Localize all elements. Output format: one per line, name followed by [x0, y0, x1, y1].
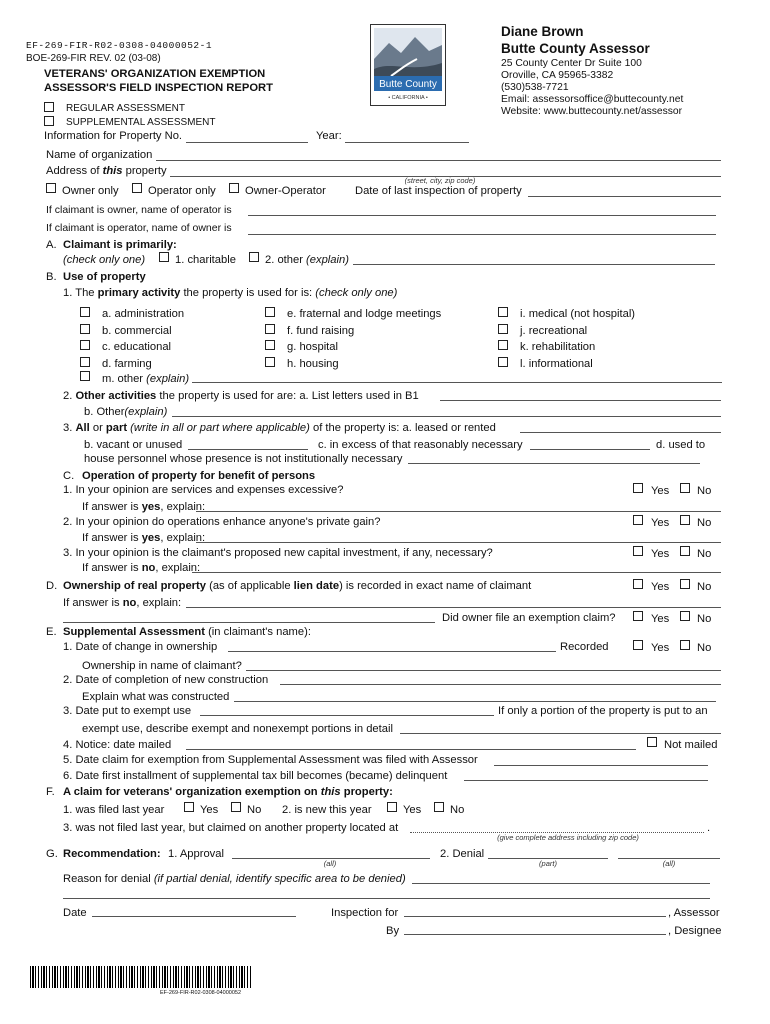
- d1-yes-label: Yes: [651, 581, 670, 593]
- other-purpose-checkbox[interactable]: [249, 252, 259, 262]
- e2-field[interactable]: [280, 684, 721, 685]
- f3-label: 3. was not filed last year, but claimed on another property located at: [63, 822, 399, 834]
- inspection-for-label: Inspection for: [331, 907, 399, 919]
- e3b-label: exempt use, describe exempt and nonexempt portions in detail: [82, 723, 393, 735]
- regular-assessment-label: REGULAR ASSESSMENT: [66, 103, 185, 114]
- other-purpose-field[interactable]: [353, 264, 715, 265]
- barcode-text: EF-269-FIR-R02-0308-04000052: [160, 990, 242, 996]
- activity-col2-checkbox-1[interactable]: [265, 324, 275, 334]
- by-field[interactable]: [404, 934, 666, 935]
- d1-yes-checkbox[interactable]: [633, 579, 643, 589]
- charitable-label: 1. charitable: [175, 254, 236, 266]
- activity-other-field[interactable]: [192, 382, 722, 383]
- assessor-address1: 25 County Center Dr Suite 100: [501, 58, 642, 69]
- e4-label: 4. Notice: date mailed: [63, 739, 172, 751]
- section-d-title: Ownership of real property (as of applicable lien date) is recorded in exact name of claimant: [63, 580, 532, 592]
- denial-part-hint: (part): [539, 859, 557, 868]
- activity-col1-label-0: a. administration: [102, 308, 185, 320]
- year-field[interactable]: [345, 142, 469, 143]
- f2-yes-checkbox[interactable]: [387, 802, 397, 812]
- section-b-title: Use of property: [63, 271, 146, 283]
- inspection-for-field[interactable]: [404, 916, 666, 917]
- activity-col1-checkbox-3[interactable]: [80, 357, 90, 367]
- d1-no-checkbox[interactable]: [680, 579, 690, 589]
- not-mailed-label: Not mailed: [664, 739, 718, 751]
- assessor-phone: (530)538-7721: [501, 82, 569, 93]
- e3b-field[interactable]: [400, 733, 721, 734]
- e1-label: 1. Date of change in ownership: [63, 641, 218, 653]
- denial-all-hint: (all): [662, 859, 676, 868]
- activity-col1-checkbox-0[interactable]: [80, 307, 90, 317]
- section-a-title: Claimant is primarily:: [63, 239, 177, 251]
- denial-label: 2. Denial: [440, 848, 485, 860]
- e1-no-label: No: [697, 642, 712, 654]
- section-c-letter: C.: [63, 470, 75, 482]
- recorded-label: Recorded: [560, 641, 609, 653]
- activity-col3-checkbox-3[interactable]: [498, 357, 508, 367]
- d2-no-label: No: [697, 613, 712, 625]
- section-d-letter: D.: [46, 580, 58, 592]
- d2-no-checkbox[interactable]: [680, 611, 690, 621]
- owner-operator-label: Owner-Operator: [245, 185, 326, 197]
- c3-no-label: No: [697, 548, 712, 560]
- f1-label: 1. was filed last year: [63, 804, 165, 816]
- f2-yes-label: Yes: [403, 804, 422, 816]
- org-name-label: Name of organization: [46, 149, 153, 161]
- d-explain-label: If answer is no, explain:: [63, 597, 182, 609]
- c1-no-label: No: [697, 485, 712, 497]
- supplemental-assessment-checkbox[interactable]: [44, 116, 54, 126]
- date-label: Date: [63, 907, 87, 919]
- e4-field[interactable]: [186, 749, 636, 750]
- c3-question: 3. In your opinion is the claimant's proposed new capital investment, if any, necessary?: [63, 547, 493, 559]
- activity-other-checkbox[interactable]: [80, 371, 90, 381]
- activity-col1-checkbox-2[interactable]: [80, 340, 90, 350]
- f1-no-checkbox[interactable]: [231, 802, 241, 812]
- e6-label: 6. Date first installment of supplemental tax bill becomes (became) delinquent: [63, 770, 448, 782]
- regular-assessment-checkbox[interactable]: [44, 102, 54, 112]
- f3-address-hint: (give complete address including zip code): [497, 833, 639, 842]
- activity-col2-label-2: g. hospital: [287, 341, 338, 353]
- excess-label: c. in excess of that reasonably necessary: [318, 439, 523, 451]
- property-no-field[interactable]: [186, 142, 308, 143]
- owner-name-label: If claimant is operator, name of owner is: [46, 222, 232, 234]
- section-f-title: A claim for veterans' organization exemption on this property:: [63, 786, 393, 798]
- reason-denial-field[interactable]: [412, 883, 710, 884]
- logo-graphic-icon: [371, 25, 445, 105]
- owner-name-field[interactable]: [248, 234, 716, 235]
- activity-col3-label-2: k. rehabilitation: [520, 341, 596, 353]
- address-hint: (street, city, zip code): [404, 176, 476, 185]
- e1-no-checkbox[interactable]: [680, 640, 690, 650]
- c2-explain-field[interactable]: [196, 542, 721, 543]
- by-label: By: [386, 925, 400, 937]
- e1b-field[interactable]: [246, 670, 721, 671]
- section-b-letter: B.: [46, 271, 57, 283]
- c1-explain-label: If answer is yes, explain:: [82, 501, 206, 513]
- owner-only-label: Owner only: [62, 185, 119, 197]
- activity-col2-label-3: h. housing: [287, 357, 339, 370]
- c2-yes-label: Yes: [651, 517, 670, 529]
- f2-label: 2. is new this year: [282, 804, 372, 816]
- section-f-letter: F.: [46, 786, 55, 798]
- operator-name-label: If claimant is owner, name of operator is: [46, 204, 232, 216]
- c2-no-label: No: [697, 517, 712, 529]
- activity-col2-checkbox-3[interactable]: [265, 357, 275, 367]
- activity-other-label: m. other (explain): [102, 373, 190, 385]
- section-a-letter: A.: [46, 239, 57, 251]
- e1-yes-label: Yes: [651, 642, 670, 654]
- operator-only-label: Operator only: [148, 185, 216, 197]
- activity-col3-checkbox-1[interactable]: [498, 324, 508, 334]
- form-code: EF-269-FIR-R02-0308-04000052-1: [26, 40, 213, 51]
- e1b-label: Ownership in name of claimant?: [82, 660, 242, 672]
- activity-col1-label-2: c. educational: [102, 341, 172, 353]
- last-inspection-field[interactable]: [528, 196, 721, 197]
- property-no-label: Information for Property No.: [44, 130, 183, 142]
- supplemental-assessment-label: SUPPLEMENTAL ASSESSMENT: [66, 117, 216, 128]
- c3-explain-label: If answer is no, explain:: [82, 562, 201, 574]
- operator-only-checkbox[interactable]: [132, 183, 142, 193]
- activity-col3-label-1: j. recreational: [520, 324, 588, 337]
- activity-col1-checkbox-1[interactable]: [80, 324, 90, 334]
- address-label: Address of this property: [46, 165, 167, 177]
- c1-yes-checkbox[interactable]: [633, 483, 643, 493]
- c1-question: 1. In your opinion are services and expenses excessive?: [63, 484, 344, 496]
- d2-yes-label: Yes: [651, 613, 670, 625]
- last-inspection-label: Date of last inspection of property: [355, 185, 522, 197]
- owner-only-checkbox[interactable]: [46, 183, 56, 193]
- section-a-check-one: (check only one): [63, 254, 146, 266]
- letters-used-field[interactable]: [440, 400, 721, 401]
- charitable-checkbox[interactable]: [159, 252, 169, 262]
- barcode: [30, 966, 252, 988]
- activity-col2-label-0: e. fraternal and lodge meetings: [287, 308, 442, 320]
- e3-right-label: If only a portion of the property is put to an: [498, 705, 708, 717]
- designee-suffix: , Designee: [668, 925, 722, 937]
- c2-yes-checkbox[interactable]: [633, 515, 643, 525]
- c3-explain-field[interactable]: [192, 572, 721, 573]
- form-title-line2: ASSESSOR'S FIELD INSPECTION REPORT: [44, 82, 273, 94]
- vacant-label: b. vacant or unused: [84, 439, 183, 451]
- c2-explain-label: If answer is yes, explain:: [82, 532, 206, 544]
- butte-county-logo: [370, 24, 446, 106]
- activity-col3-checkbox-2[interactable]: [498, 340, 508, 350]
- f2-no-checkbox[interactable]: [434, 802, 444, 812]
- all-or-part-label: 3. All or part (write in all or part where applicable) of the property is: a. leased or rented: [63, 422, 496, 434]
- activity-col2-checkbox-2[interactable]: [265, 340, 275, 350]
- section-e-letter: E.: [46, 626, 57, 638]
- other-explain-label: b. Other(explain): [84, 406, 168, 418]
- activity-col3-label-0: i. medical (not hospital): [520, 308, 636, 320]
- assessor-name: Diane Brown: [501, 24, 584, 39]
- section-c-title: Operation of property for benefit of persons: [82, 470, 316, 482]
- assessor-website: Website: www.buttecounty.net/assessor: [501, 106, 683, 117]
- form-title-line1: VETERANS' ORGANIZATION EXEMPTION: [44, 68, 266, 80]
- c2-question: 2. In your opinion do operations enhance anyone's private gain?: [63, 516, 381, 528]
- approval-all-hint: (all): [323, 859, 337, 868]
- used-to-label: d. used to: [656, 439, 706, 451]
- activity-col2-label-1: f. fund raising: [287, 324, 355, 337]
- d2-yes-checkbox[interactable]: [633, 611, 643, 621]
- excess-field[interactable]: [530, 449, 650, 450]
- e5-label: 5. Date claim for exemption from Supplemental Assessment was filed with Assessor: [63, 754, 478, 766]
- c1-explain-field[interactable]: [196, 511, 721, 512]
- f2-no-label: No: [450, 804, 465, 816]
- e5-field[interactable]: [494, 765, 708, 766]
- e2b-label: Explain what was constructed: [82, 691, 230, 703]
- c1-yes-label: Yes: [651, 485, 670, 497]
- e3-label: 3. Date put to exempt use: [63, 705, 192, 717]
- other-purpose-label: 2. other (explain): [265, 254, 349, 266]
- assessor-email: Email: assessorsoffice@buttecounty.net: [501, 94, 684, 105]
- c3-no-checkbox[interactable]: [680, 546, 690, 556]
- f1-yes-checkbox[interactable]: [184, 802, 194, 812]
- date-field[interactable]: [92, 916, 296, 917]
- activity-col3-label-3: l. informational: [520, 357, 593, 370]
- e6-field[interactable]: [464, 780, 708, 781]
- primary-activity-question: 1. The primary activity the property is used for is: (check only one): [63, 287, 398, 299]
- d-explain-field-2[interactable]: [63, 622, 435, 623]
- f3-period: .: [707, 822, 711, 834]
- activity-col3-checkbox-0[interactable]: [498, 307, 508, 317]
- reason-denial-label: Reason for denial (if partial denial, identify specific area to be denied): [63, 873, 406, 885]
- e2-label: 2. Date of completion of new construction: [63, 674, 269, 686]
- e2b-field[interactable]: [234, 701, 716, 702]
- e3-field[interactable]: [200, 715, 494, 716]
- e1-yes-checkbox[interactable]: [633, 640, 643, 650]
- c2-no-checkbox[interactable]: [680, 515, 690, 525]
- c1-no-checkbox[interactable]: [680, 483, 690, 493]
- f1-no-label: No: [247, 804, 262, 816]
- leased-rented-field[interactable]: [520, 432, 721, 433]
- operator-name-field[interactable]: [248, 215, 716, 216]
- e1-field[interactable]: [228, 651, 556, 652]
- activity-col2-checkbox-0[interactable]: [265, 307, 275, 317]
- assessor-address2: Oroville, CA 95965-3382: [501, 70, 614, 81]
- other-activities-label: 2. Other activities the property is used for are: a. List letters used in B1: [63, 390, 419, 402]
- section-g-letter: G.: [46, 848, 58, 860]
- did-file-label: Did owner file an exemption claim?: [442, 612, 616, 624]
- logo-text: Butte County: [379, 79, 437, 90]
- logo-subtext: • CALIFORNIA •: [388, 95, 428, 101]
- reason-denial-field-2[interactable]: [63, 898, 710, 899]
- section-e-title: Supplemental Assessment (in claimant's name):: [63, 626, 311, 638]
- activity-col1-label-3: d. farming: [102, 357, 152, 370]
- section-g-title: Recommendation:: [63, 848, 161, 860]
- f1-yes-label: Yes: [200, 804, 219, 816]
- other-explain-field[interactable]: [172, 416, 721, 417]
- house-personnel-label: house personnel whose presence is not institutionally necessary: [84, 453, 403, 465]
- not-mailed-checkbox[interactable]: [647, 737, 657, 747]
- c3-yes-label: Yes: [651, 548, 670, 560]
- form-revision: BOE-269-FIR REV. 02 (03-08): [26, 53, 161, 64]
- owner-operator-checkbox[interactable]: [229, 183, 239, 193]
- d1-no-label: No: [697, 581, 712, 593]
- activity-col1-label-1: b. commercial: [102, 324, 172, 337]
- assessor-suffix: , Assessor: [668, 907, 720, 919]
- d-explain-field[interactable]: [186, 607, 721, 608]
- house-personnel-field[interactable]: [408, 463, 700, 464]
- c3-yes-checkbox[interactable]: [633, 546, 643, 556]
- vacant-field[interactable]: [188, 449, 308, 450]
- org-name-field[interactable]: [156, 160, 721, 161]
- year-label: Year:: [316, 130, 342, 142]
- assessor-office: Butte County Assessor: [501, 41, 650, 56]
- approval-label: 1. Approval: [168, 848, 224, 860]
